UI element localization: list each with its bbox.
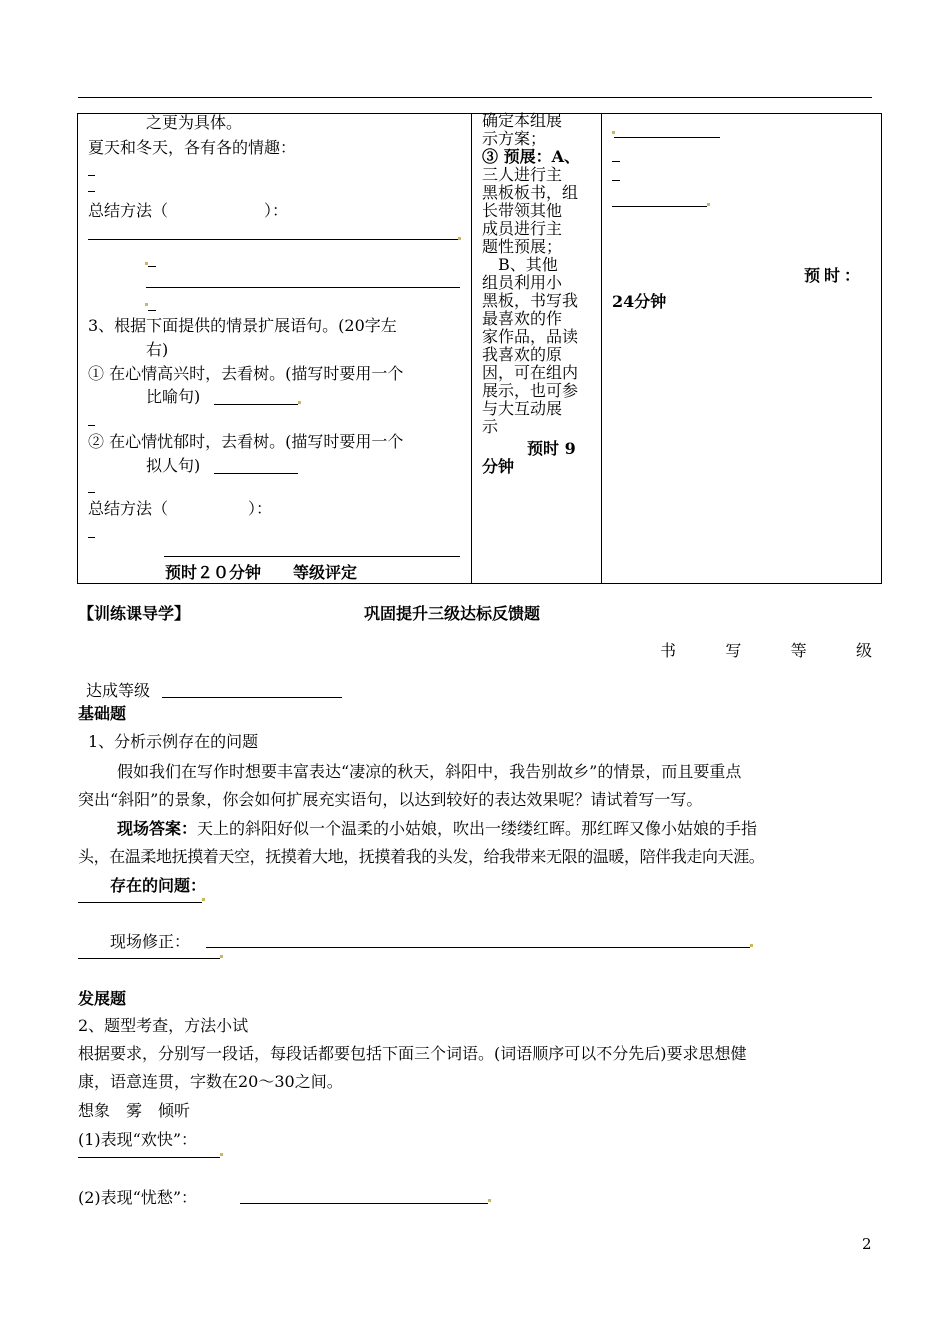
writing-grade-char: 写 [725, 641, 742, 660]
middle-time-1: 预时 9 [527, 439, 576, 458]
middle-line: B、其他 [482, 255, 558, 274]
blank-marker [612, 131, 615, 134]
item2-answer-line[interactable] [240, 1203, 488, 1204]
left-line-9: 拟人句) [146, 456, 201, 475]
left-footer: 预时２０分钟 等级评定 [165, 563, 358, 582]
left-line-5: 右) [146, 340, 169, 359]
blank-marker [298, 401, 301, 404]
answer-line[interactable] [214, 473, 298, 474]
develop-q2: 2、题型考查，方法小试 [78, 1016, 249, 1035]
middle-line: 示 [482, 417, 499, 436]
right-time-2: 24分钟 [612, 292, 667, 311]
basic-paragraph-2: 突出“斜阳”的景象，你会如何扩展充实语句，以达到较好的表达效果呢？请试着写一写。 [78, 790, 703, 809]
fix-answer-line-2[interactable] [78, 958, 220, 959]
blank-line [88, 425, 95, 426]
middle-line: 家作品，品读 [482, 327, 579, 346]
blank-marker [458, 237, 461, 240]
middle-line: 我喜欢的原 [482, 345, 563, 364]
page-number: 2 [862, 1235, 872, 1253]
achieve-grade-label: 达成等级 [86, 681, 151, 700]
basic-paragraph-1: 假如我们在写作时想要丰富表达“凄凉的秋天，斜阳中，我告别故乡”的情景，而且要重点 [117, 762, 742, 781]
writing-grade [660, 640, 872, 662]
middle-line: 确定本组展 [482, 111, 563, 130]
blank-marker [488, 1199, 491, 1202]
answer-line[interactable] [148, 266, 156, 267]
develop-words: 想象 雾 倾听 [78, 1101, 191, 1120]
middle-line: 因，可在组内 [482, 363, 579, 382]
writing-grade-char: 级 [855, 641, 872, 660]
middle-line: 与大互动展 [482, 399, 563, 418]
answer-line[interactable] [164, 556, 460, 557]
blank-line [88, 537, 95, 538]
left-line-10: 总结方法（ ）： [88, 499, 273, 518]
middle-line: 组员利用小 [482, 273, 563, 292]
left-line-2: 夏天和冬天，各有各的情趣： [88, 138, 297, 157]
blank-line [88, 492, 95, 493]
problem-label: 存在的问题： [110, 876, 207, 895]
training-title: 巩固提升三级达标反馈题 [364, 604, 541, 623]
answer-label: 现场答案： [117, 819, 198, 838]
develop-item-1: (1)表现“欢快”： [78, 1130, 198, 1149]
blank-marker [220, 1153, 223, 1156]
left-line-6: ① 在心情高兴时，去看树。(描写时要用一个 [88, 364, 404, 383]
develop-title: 发展题 [78, 989, 127, 1008]
answer-text-1: 天上的斜阳好似一个温柔的小姑娘，吹出一缕缕红晖。那红晖又像小姑娘的手指 [197, 819, 758, 838]
blank-line [612, 180, 620, 181]
left-line-7: 比喻句) [146, 387, 201, 406]
middle-line: ③ 预展：A、 [482, 147, 580, 166]
table-divider-1 [471, 113, 472, 583]
item1-answer-line[interactable] [78, 1157, 220, 1158]
answer-line[interactable] [146, 287, 460, 288]
blank-line [88, 191, 95, 192]
header-rule [78, 97, 872, 98]
middle-line: 展示，也可参 [482, 381, 579, 400]
answer-row-1 [117, 818, 757, 840]
answer-line[interactable] [214, 404, 298, 405]
answer-line[interactable] [614, 137, 720, 138]
middle-line: 三人进行主 [482, 165, 563, 184]
problem-answer-line[interactable] [78, 902, 202, 903]
table-divider-2 [601, 113, 602, 583]
blank-line [88, 175, 95, 176]
answer-line[interactable] [148, 310, 156, 311]
fix-label: 现场修正： [110, 932, 191, 951]
develop-paragraph-2: 康，语意连贯，字数在20～30之间。 [78, 1072, 343, 1091]
middle-time-2: 分钟 [482, 457, 515, 476]
middle-line: 长带领其他 [482, 201, 563, 220]
basic-q1: 1、分析示例存在的问题 [88, 732, 259, 751]
middle-line: 黑板板书，组 [482, 183, 579, 202]
develop-paragraph-1: 根据要求，分别写一段话，每段话都要包括下面三个词语。(词语顺序可以不分先后)要求思想健 [78, 1044, 747, 1063]
middle-column-text [482, 112, 590, 436]
middle-line: 示方案； [482, 129, 547, 148]
answer-line[interactable] [612, 206, 707, 207]
left-line-3: 总结方法（ ）： [88, 201, 289, 220]
fix-answer-line[interactable] [206, 947, 750, 948]
training-header: 【训练课导学】 [78, 604, 191, 623]
answer-line[interactable] [88, 239, 458, 240]
develop-item-2: (2)表现“忧愁”： [78, 1188, 198, 1207]
blank-marker [145, 262, 148, 265]
blank-line [612, 161, 620, 162]
blank-marker [145, 303, 148, 306]
middle-line: 黑板，书写我 [482, 291, 579, 310]
left-line-8: ② 在心情忧郁时，去看树。(描写时要用一个 [88, 432, 404, 451]
blank-marker [707, 203, 710, 206]
right-time-1: 预时： [804, 266, 865, 285]
achieve-grade-field[interactable] [162, 697, 342, 698]
middle-line: 最喜欢的作 [482, 309, 563, 328]
writing-grade-char: 等 [790, 641, 807, 660]
middle-line: 题性预展； [482, 237, 563, 256]
blank-marker [750, 944, 753, 947]
basic-title: 基础题 [78, 704, 127, 723]
left-line-1: 之更为具体。 [146, 113, 243, 132]
blank-marker [220, 955, 223, 958]
blank-marker [202, 898, 205, 901]
left-line-4: 3、根据下面提供的情景扩展语句。(20字左 [88, 316, 397, 335]
answer-text-2: 头，在温柔地抚摸着天空，抚摸着大地，抚摸着我的头发，给我带来无限的温暖，陪伴我走向天涯。 [78, 847, 765, 866]
writing-grade-char: 书 [660, 641, 677, 660]
middle-line: 成员进行主 [482, 219, 563, 238]
